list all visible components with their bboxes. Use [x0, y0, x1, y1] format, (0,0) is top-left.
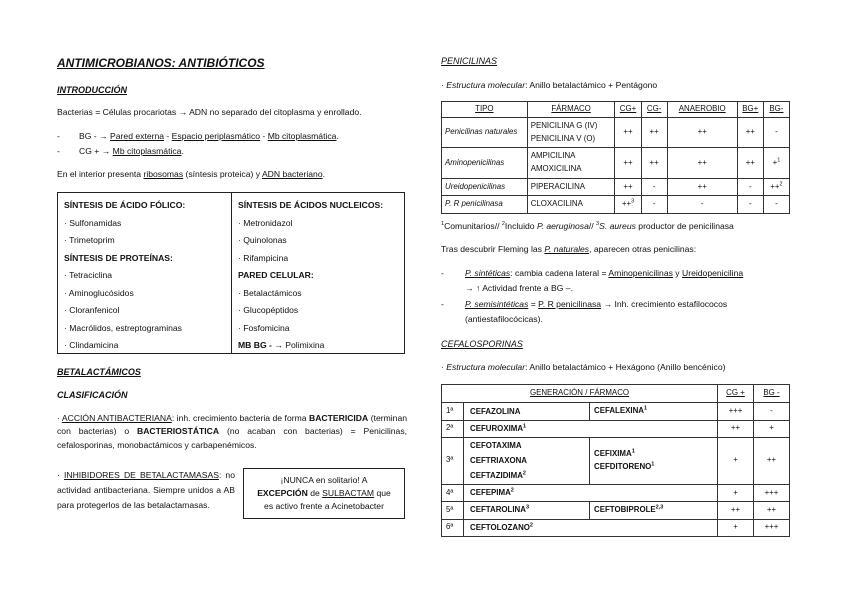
penicilina-farmaco-name: AMOXICILINA: [530, 163, 582, 173]
cefalosporina-farmaco: CEFEPIMA$^2$: [470, 487, 514, 498]
cefalosporinas-heading: CEFALOSPORINAS: [441, 339, 523, 349]
pt-header-cgp: CG+: [615, 102, 641, 118]
cefalosporina-farmaco: CEFIXIMA$^1$: [594, 448, 635, 459]
mechanism-box: [57, 192, 405, 354]
left-box-line: · Sulfonamidas: [64, 217, 122, 228]
penicilinas-semisinteticas-l2: (antiestafilocócicas).: [465, 314, 543, 324]
clasificacion-heading: CLASIFICACIÓN: [57, 390, 128, 400]
ct-header-bg: BG -: [754, 385, 790, 403]
penicilina-bgp: -: [737, 178, 763, 196]
mechanism-box-right: [232, 193, 406, 353]
mb-bg-line: MB BG - → Polimixina: [238, 340, 325, 350]
cefalosporina-generacion: 2ª: [442, 420, 464, 437]
penicilina-bgp: ++: [737, 118, 763, 148]
penicilinas-semisinteticas: - P. semisintéticas = P. R penicilinasa → Inh. crecimiento estafilococos: [441, 299, 728, 309]
right-box-line: PARED CELULAR:: [238, 270, 314, 280]
inhibidores-paragraph: · INHIBIDORES DE BETALACTAMASAS: no actividad antibacteriana. Siempre unidos a AB para protegerlos de las betalactamasas.: [57, 470, 235, 511]
penicilinas-footnote: $^1$Comunitarios// $^2$Incluido P. aeruginosa// $^3$S. aureus productor de penicilinasa: [441, 221, 734, 231]
penicilina-farmaco-name: AMPICILINA: [530, 151, 576, 161]
penicilina-bgp: ++: [737, 148, 763, 178]
page-title: ANTIMICROBIANOS: ANTIBIÓTICOS: [57, 56, 265, 70]
intro-interior: En el interior presenta ribosomas (síntesis proteica) y ADN bacteriano.: [57, 169, 325, 179]
cefalosporina-bg: +++: [754, 484, 790, 501]
cefalosporina-cg: ++: [718, 420, 754, 437]
cefalosporina-farmaco: CEFDITORENO$^1$: [594, 461, 655, 471]
left-box-line: · Cloranfenicol: [64, 305, 120, 315]
penicilina-farmaco-name: PIPERACILINA: [530, 181, 586, 191]
cefalosporina-cg: +: [718, 519, 754, 536]
penicilinas-estructura: · Estructura molecular: Anillo betalactámico + Pentágono: [441, 80, 658, 90]
pt-header-bgp: BG+: [737, 102, 763, 118]
cefalosporina-farmaco-a: [464, 484, 718, 501]
cefalosporina-row: [442, 484, 790, 501]
right-box-line: · Glucopéptidos: [238, 305, 299, 315]
left-box-line: · Tetraciclina: [64, 270, 113, 280]
cefalosporina-farmaco-b: [590, 403, 718, 421]
penicilina-anaer: ++: [667, 148, 737, 178]
penicilina-cgp: ++: [615, 148, 641, 178]
penicilina-row: [442, 178, 790, 196]
penicilina-tipo: Aminopenicilinas: [442, 148, 528, 178]
penicilina-bgn: -: [763, 196, 789, 214]
cefalosporina-farmaco: CEFUROXIMA$^1$: [470, 423, 527, 433]
cefalosporina-bg: -: [754, 403, 790, 421]
accion-paragraph: · ACCIÓN ANTIBACTERIANA: inh. crecimiento bacteria de forma BACTERICIDA (terminan con bacterias) o BACTERIOSTÁTICA (no acaban con bacterias) = Penicilinas, cefalosporinas, monobactámicos y carbapenémicos.: [57, 413, 408, 450]
penicilina-farmaco: [527, 118, 615, 148]
penicilina-cgn: -: [641, 178, 667, 196]
cefalosporina-farmaco: CEFTOBIPROLE$^{2,3}$: [594, 504, 664, 514]
left-box-line: · Trimetoprim: [64, 235, 115, 245]
cefalosporina-cg: +++: [718, 403, 754, 421]
penicilina-bgn: ++$^2$: [763, 178, 789, 196]
cefalosporina-farmaco-a: [464, 420, 718, 437]
penicilina-anaer: ++: [667, 178, 737, 196]
left-box-line: · Macrólidos, estreptograminas: [64, 322, 182, 333]
penicilina-anaer: -: [667, 196, 737, 214]
cefalosporina-farmaco-b: [590, 501, 718, 519]
sulbactam-callout: ¡NUNCA en solitario! A EXCEPCIÓN de SULBACTAM que es activo frente a Acinetobacter: [243, 468, 405, 519]
cefalosporina-row: [442, 501, 790, 519]
penicilina-farmaco: [527, 148, 615, 178]
penicilina-row: [442, 196, 790, 214]
cefalosporina-generacion: 1ª: [442, 403, 464, 421]
penicilina-anaer: ++: [667, 118, 737, 148]
pt-header-tipo: TIPO: [442, 102, 528, 118]
cefalosporina-farmaco: CEFTOLOZANO$^2$: [470, 522, 533, 532]
left-box-line: SÍNTESIS DE ÁCIDO FÓLICO:: [64, 200, 186, 210]
penicilina-tipo: P. R penicilinasa: [442, 196, 528, 214]
penicilina-farmaco-name: CLOXACILINA: [530, 199, 583, 209]
cefalosporina-bg: ++: [754, 501, 790, 519]
penicilinas-table: [441, 101, 790, 214]
penicilina-tipo: Penicilinas naturales: [442, 118, 528, 148]
cefalosporina-row: [442, 437, 790, 484]
penicilinas-sinteticas: - P. sintéticas: cambia cadena lateral = Aminopenicilinas y Ureidopenicilina: [441, 268, 744, 278]
left-box-line: · Clindamicina: [64, 340, 119, 350]
penicilina-cgp: ++$^3$: [615, 196, 641, 214]
cefalosporina-cg: ++: [718, 501, 754, 519]
cefalosporina-farmaco-a: [464, 501, 590, 519]
penicilina-cgp: ++: [615, 178, 641, 196]
right-box-line: · Betalactámicos: [238, 287, 302, 298]
penicilina-farmaco: [527, 196, 615, 214]
cefalosporina-cg: +: [718, 484, 754, 501]
cefalosporina-farmaco: CEFALEXINA$^1$: [594, 405, 648, 415]
cefalosporina-generacion: 5ª: [442, 501, 464, 519]
cefalosporina-generacion: 4ª: [442, 484, 464, 501]
ct-header-generacion: GENERACIÓN / FÁRMACO: [442, 385, 718, 403]
cefalosporina-farmaco: CEFAZOLINA: [470, 406, 521, 416]
penicilinas-heading: PENICILINAS: [441, 56, 498, 66]
right-box-line: SÍNTESIS DE ÁCIDOS NUCLEICOS:: [238, 200, 384, 210]
intro-bg-neg: - BG - → Pared externa - Espacio periplasmático - Mb citoplasmática.: [57, 131, 339, 141]
ct-header-cg: CG +: [718, 385, 754, 403]
right-box-line: · Rifampicina: [238, 252, 289, 263]
cefalosporina-farmaco: CEFTAROLINA$^3$: [470, 504, 530, 515]
cefalosporina-farmaco: CEFTAZIDIMA$^2$: [470, 470, 526, 481]
penicilina-cgn: -: [641, 196, 667, 214]
betalact-heading: BETALACTÁMICOS: [57, 367, 141, 377]
cefalosporina-farmaco: CEFOTAXIMA: [470, 440, 522, 450]
penicilina-bgn: +$^1$: [763, 148, 789, 178]
left-box-line: · Aminoglucósidos: [64, 287, 134, 298]
cefalosporina-row: [442, 403, 790, 421]
cefalosporina-bg: +: [754, 420, 790, 437]
cefalosporina-row: [442, 519, 790, 536]
cefalosporina-farmaco-a: [464, 403, 590, 421]
cefalosporina-generacion: 3ª: [442, 437, 464, 484]
right-box-line: · Metronidazol: [238, 217, 293, 228]
cefalosporinas-table: [441, 384, 790, 537]
cefalosporina-bg: +++: [754, 519, 790, 536]
pt-header-bgn: BG-: [763, 102, 789, 118]
cefalosporinas-header-row: [442, 385, 790, 403]
cefalosporina-generacion: 6ª: [442, 519, 464, 536]
pt-header-cgn: CG-: [641, 102, 667, 118]
mechanism-box-left: [58, 193, 232, 353]
penicilinas-header-row: [442, 102, 790, 118]
penicilina-cgn: ++: [641, 148, 667, 178]
penicilina-bgn: -: [763, 118, 789, 148]
penicilinas-sinteticas-l2: → ↑ Actividad frente a BG –.: [465, 283, 573, 293]
cefalosporina-cg: +: [718, 437, 754, 484]
cefalosporina-farmaco: CEFTRIAXONA: [470, 456, 527, 466]
right-box-line: · Fosfomicina: [238, 322, 290, 333]
penicilina-cgp: ++: [615, 118, 641, 148]
left-box-line: SÍNTESIS DE PROTEÍNAS:: [64, 252, 173, 263]
penicilina-farmaco-name: PENICILINA G (IV): [530, 121, 598, 130]
intro-bacterias: Bacterias = Células procariotas → ADN no separado del citoplasma y enrollado.: [57, 107, 362, 117]
penicilina-farmaco: [527, 178, 615, 196]
right-box-line: · Quinolonas: [238, 235, 287, 245]
pt-header-farmaco: FÁRMACO: [527, 102, 615, 118]
cefalosporina-farmaco-b: [590, 437, 718, 484]
penicilina-bgp: -: [737, 196, 763, 214]
cefalosporina-farmaco-a: [464, 519, 718, 536]
cefalosporina-farmaco-a: [464, 437, 590, 484]
intro-heading: INTRODUCCIÓN: [57, 85, 127, 95]
penicilina-tipo: Ureidopenicilinas: [442, 178, 528, 196]
cefalosporinas-estructura: · Estructura molecular: Anillo betalactámico + Hexágono (Anillo bencénico): [441, 362, 726, 372]
cefalosporina-bg: ++: [754, 437, 790, 484]
intro-cg-pos: - CG + → Mb citoplasmática.: [57, 146, 184, 156]
cefalosporina-row: [442, 420, 790, 437]
penicilina-farmaco-name: PENICILINA V (O): [530, 133, 596, 143]
pt-header-anaerobio: ANAEROBIO: [667, 102, 737, 118]
penicilina-row: [442, 118, 790, 148]
penicilinas-tras: Tras descubrir Fleming las P. naturales, aparecen otras penicilinas:: [441, 244, 697, 254]
penicilina-row: [442, 148, 790, 178]
penicilina-cgn: ++: [641, 118, 667, 148]
